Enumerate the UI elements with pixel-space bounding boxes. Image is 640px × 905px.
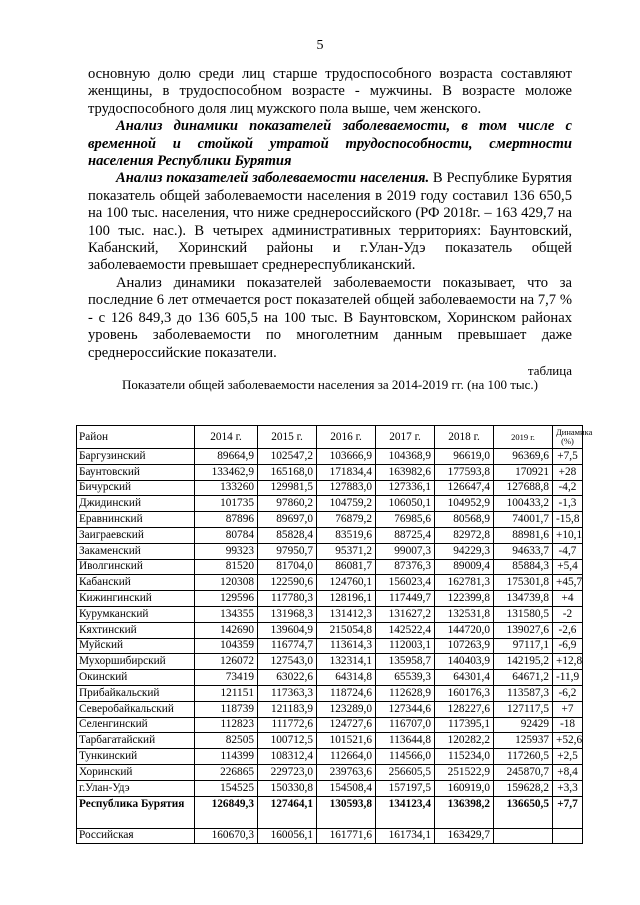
- dynamics-cell: +52,6: [553, 733, 583, 749]
- dynamics-cell: -2: [553, 606, 583, 622]
- value-cell: 113614,3: [317, 638, 376, 654]
- header-cell: Район: [77, 426, 195, 449]
- district-name-cell: Прибайкальский: [77, 685, 195, 701]
- value-cell: 114399: [195, 749, 258, 765]
- value-cell: 80784: [195, 527, 258, 543]
- value-cell: 142522,4: [376, 622, 435, 638]
- value-cell: 144720,0: [435, 622, 494, 638]
- district-name-cell: Заиграевский: [77, 527, 195, 543]
- table-label: таблица: [527, 363, 572, 378]
- value-cell: 126072: [195, 654, 258, 670]
- value-cell: 150330,8: [258, 780, 317, 796]
- value-cell: 142690: [195, 622, 258, 638]
- value-cell: 139604,9: [258, 622, 317, 638]
- header-cell: Динамика (%): [553, 426, 583, 449]
- value-cell: 127883,0: [317, 480, 376, 496]
- value-cell: 163982,6: [376, 464, 435, 480]
- value-cell: 127543,0: [258, 654, 317, 670]
- value-cell: 125937: [494, 733, 553, 749]
- table-header-row: [77, 426, 583, 449]
- value-cell: 89697,0: [258, 512, 317, 528]
- value-cell: 239763,6: [317, 764, 376, 780]
- value-cell: 229723,0: [258, 764, 317, 780]
- value-cell: 131580,5: [494, 606, 553, 622]
- value-cell: 251522,9: [435, 764, 494, 780]
- value-cell: 118724,6: [317, 685, 376, 701]
- value-cell: 157197,5: [376, 780, 435, 796]
- district-name-cell: Селенгинский: [77, 717, 195, 733]
- table-row: [77, 717, 583, 733]
- value-cell: 120282,2: [435, 733, 494, 749]
- table-row: [77, 654, 583, 670]
- paragraph-3: Анализ динамики показателей заболеваемости показывает, что за последние 6 лет отмечается рост показателей общей заболеваемости на 7,7 % - с 126 849,3 до 136 605,5 на 100 тыс. В Баунтовском, Хоринском районах уровень заболеваемости по многолетним данным превышает даже среднероссийские показатели.: [88, 274, 572, 361]
- value-cell: 64314,8: [317, 670, 376, 686]
- value-cell: 171834,4: [317, 464, 376, 480]
- district-name-cell: Кижингинский: [77, 591, 195, 607]
- value-cell: 116707,0: [376, 717, 435, 733]
- value-cell: 63022,6: [258, 670, 317, 686]
- dynamics-cell: -15,8: [553, 512, 583, 528]
- value-cell: 134123,4: [376, 796, 435, 828]
- value-cell: 226865: [195, 764, 258, 780]
- value-cell: 108312,4: [258, 749, 317, 765]
- value-cell: 103666,9: [317, 449, 376, 465]
- value-cell: 107263,9: [435, 638, 494, 654]
- table-row: [77, 733, 583, 749]
- value-cell: 126849,3: [195, 796, 258, 828]
- value-cell: 161771,6: [317, 828, 376, 844]
- dynamics-cell: +10,1: [553, 527, 583, 543]
- value-cell: 117780,3: [258, 591, 317, 607]
- value-cell: 142195,2: [494, 654, 553, 670]
- value-cell: 134355: [195, 606, 258, 622]
- value-cell: 88725,4: [376, 527, 435, 543]
- table-row: [77, 749, 583, 765]
- value-cell: 112823: [195, 717, 258, 733]
- district-name-cell: Закаменский: [77, 543, 195, 559]
- district-name-cell: Баунтовский: [77, 464, 195, 480]
- district-name-cell: Курумканский: [77, 606, 195, 622]
- value-cell: 82505: [195, 733, 258, 749]
- value-cell: 88981,6: [494, 527, 553, 543]
- district-name-cell: Еравнинский: [77, 512, 195, 528]
- value-cell: 154525: [195, 780, 258, 796]
- dynamics-cell: +45,7: [553, 575, 583, 591]
- dynamics-cell: -6,9: [553, 638, 583, 654]
- value-cell: 100712,5: [258, 733, 317, 749]
- table-row: [77, 670, 583, 686]
- table-row: [77, 685, 583, 701]
- table-row: [77, 543, 583, 559]
- paragraph-2-text: В Республике Бурятия показатель общей заболеваемости населения в 2019 году составил 136 650,5 на 100 тыс. населения, что ниже среднероссийского (РФ 2018г. – 163 429,7 на 100 тыс. нас.). В четырех административных территориях: Баунтовский, Кабанский, Хоринский районы и г.Улан-Удэ показатель общей заболеваемости превышает среднереспубликанский.: [88, 170, 572, 274]
- value-cell: 133260: [195, 480, 258, 496]
- value-cell: 156023,4: [376, 575, 435, 591]
- table-row: [77, 780, 583, 796]
- value-cell: 80568,9: [435, 512, 494, 528]
- table-row: [77, 591, 583, 607]
- value-cell: 124760,1: [317, 575, 376, 591]
- value-cell: 154508,4: [317, 780, 376, 796]
- value-cell: 83519,6: [317, 527, 376, 543]
- table-row: [77, 527, 583, 543]
- value-cell: 74001,7: [494, 512, 553, 528]
- value-cell: 177593,8: [435, 464, 494, 480]
- value-cell: 245870,7: [494, 764, 553, 780]
- value-cell: 97860,2: [258, 496, 317, 512]
- dynamics-cell: +7: [553, 701, 583, 717]
- value-cell: 131968,3: [258, 606, 317, 622]
- table-row: [77, 480, 583, 496]
- page-number: 5: [316, 38, 324, 53]
- district-name-cell: Тарбагатайский: [77, 733, 195, 749]
- morbidity-table: [76, 425, 593, 844]
- value-cell: 128196,1: [317, 591, 376, 607]
- value-cell: 160056,1: [258, 828, 317, 844]
- value-cell: 96369,6: [494, 449, 553, 465]
- value-cell: 132531,8: [435, 606, 494, 622]
- district-name-cell: Кабанский: [77, 575, 195, 591]
- value-cell: 101521,6: [317, 733, 376, 749]
- value-cell: 170921: [494, 464, 553, 480]
- value-cell: 99323: [195, 543, 258, 559]
- value-cell: 112664,0: [317, 749, 376, 765]
- value-cell: 129596: [195, 591, 258, 607]
- table-row: [77, 606, 583, 622]
- value-cell: 131412,3: [317, 606, 376, 622]
- value-cell: 118739: [195, 701, 258, 717]
- value-cell: 87376,3: [376, 559, 435, 575]
- value-cell: 64301,4: [435, 670, 494, 686]
- value-cell: 132314,1: [317, 654, 376, 670]
- value-cell: 160670,3: [195, 828, 258, 844]
- section-heading: Анализ динамики показателей заболеваемости, в том числе с временной и стойкой утратой трудоспособности, смертности населения Республики Бурятия: [88, 118, 572, 170]
- value-cell: 135958,7: [376, 654, 435, 670]
- value-cell: 104759,2: [317, 496, 376, 512]
- district-name-cell: г.Улан-Удэ: [77, 780, 195, 796]
- dynamics-cell: +7,5: [553, 449, 583, 465]
- value-cell: 82972,8: [435, 527, 494, 543]
- value-cell: 65539,3: [376, 670, 435, 686]
- district-name-cell: Мухоршибирский: [77, 654, 195, 670]
- value-cell: 113644,8: [376, 733, 435, 749]
- value-cell: 76985,6: [376, 512, 435, 528]
- dynamics-cell: +8,4: [553, 764, 583, 780]
- dynamics-cell: +12,8: [553, 654, 583, 670]
- value-cell: 130593,8: [317, 796, 376, 828]
- body-text: [88, 66, 572, 362]
- value-cell: 127336,1: [376, 480, 435, 496]
- dynamics-cell: +2,5: [553, 749, 583, 765]
- table-row: [77, 496, 583, 512]
- table-row: [77, 828, 583, 844]
- district-name-cell: Иволгинский: [77, 559, 195, 575]
- value-cell: 73419: [195, 670, 258, 686]
- subsection-heading: Анализ показателей заболеваемости населения.: [116, 170, 430, 187]
- value-cell: 100433,2: [494, 496, 553, 512]
- value-cell: 160176,3: [435, 685, 494, 701]
- district-name-cell: Окинский: [77, 670, 195, 686]
- value-cell: 94633,7: [494, 543, 553, 559]
- dynamics-cell: -2,6: [553, 622, 583, 638]
- value-cell: 104359: [195, 638, 258, 654]
- value-cell: 126647,4: [435, 480, 494, 496]
- value-cell: 76879,2: [317, 512, 376, 528]
- value-cell: 97117,1: [494, 638, 553, 654]
- value-cell: 134739,8: [494, 591, 553, 607]
- header-cell: 2019 г.: [494, 426, 553, 449]
- value-cell: 101735: [195, 496, 258, 512]
- district-name-cell: Бичурский: [77, 480, 195, 496]
- value-cell: 129981,5: [258, 480, 317, 496]
- paragraph-2: [88, 170, 572, 274]
- value-cell: 127688,8: [494, 480, 553, 496]
- value-cell: 163429,7: [435, 828, 494, 844]
- value-cell: 117449,7: [376, 591, 435, 607]
- value-cell: 112628,9: [376, 685, 435, 701]
- header-cell: 2015 г.: [258, 426, 317, 449]
- value-cell: [494, 828, 553, 844]
- value-cell: 162781,3: [435, 575, 494, 591]
- header-cell: 2016 г.: [317, 426, 376, 449]
- value-cell: 104952,9: [435, 496, 494, 512]
- value-cell: 64671,2: [494, 670, 553, 686]
- dynamics-cell: -11,9: [553, 670, 583, 686]
- value-cell: 97950,7: [258, 543, 317, 559]
- value-cell: 86081,7: [317, 559, 376, 575]
- value-cell: 133462,9: [195, 464, 258, 480]
- value-cell: 85884,3: [494, 559, 553, 575]
- value-cell: 122399,8: [435, 591, 494, 607]
- value-cell: 127344,6: [376, 701, 435, 717]
- header-cell: 2014 г.: [195, 426, 258, 449]
- value-cell: 87896: [195, 512, 258, 528]
- dynamics-cell: +4: [553, 591, 583, 607]
- value-cell: 128227,6: [435, 701, 494, 717]
- district-name-cell: Кяхтинский: [77, 622, 195, 638]
- value-cell: 89009,4: [435, 559, 494, 575]
- value-cell: 92429: [494, 717, 553, 733]
- value-cell: 121151: [195, 685, 258, 701]
- table-row: [77, 449, 583, 465]
- value-cell: 85828,4: [258, 527, 317, 543]
- value-cell: 165168,0: [258, 464, 317, 480]
- value-cell: 104368,9: [376, 449, 435, 465]
- table-row: [77, 464, 583, 480]
- dynamics-cell: +28: [553, 464, 583, 480]
- district-name-cell: Республика Бурятия: [77, 796, 195, 828]
- header-cell: 2017 г.: [376, 426, 435, 449]
- value-cell: 117260,5: [494, 749, 553, 765]
- dynamics-cell: -18: [553, 717, 583, 733]
- value-cell: 175301,8: [494, 575, 553, 591]
- value-cell: 113587,3: [494, 685, 553, 701]
- district-name-cell: Муйский: [77, 638, 195, 654]
- district-name-cell: Российская: [77, 828, 195, 844]
- dynamics-cell: [553, 828, 583, 844]
- value-cell: 81520: [195, 559, 258, 575]
- table-row: [77, 622, 583, 638]
- table-row: [77, 701, 583, 717]
- value-cell: 124727,6: [317, 717, 376, 733]
- value-cell: 122590,6: [258, 575, 317, 591]
- value-cell: 121183,9: [258, 701, 317, 717]
- value-cell: 256605,5: [376, 764, 435, 780]
- table-row: [77, 559, 583, 575]
- dynamics-cell: -1,3: [553, 496, 583, 512]
- value-cell: 117395,1: [435, 717, 494, 733]
- dynamics-cell: +5,4: [553, 559, 583, 575]
- header-cell: 2018 г.: [435, 426, 494, 449]
- district-name-cell: Тункинский: [77, 749, 195, 765]
- value-cell: 160919,0: [435, 780, 494, 796]
- value-cell: 131627,2: [376, 606, 435, 622]
- value-cell: 96619,0: [435, 449, 494, 465]
- value-cell: 136650,5: [494, 796, 553, 828]
- value-cell: 117363,3: [258, 685, 317, 701]
- value-cell: 139027,6: [494, 622, 553, 638]
- value-cell: 89664,9: [195, 449, 258, 465]
- value-cell: 140403,9: [435, 654, 494, 670]
- value-cell: 102547,2: [258, 449, 317, 465]
- dynamics-cell: +3,3: [553, 780, 583, 796]
- table-row: [77, 764, 583, 780]
- value-cell: 161734,1: [376, 828, 435, 844]
- district-name-cell: Северобайкальский: [77, 701, 195, 717]
- dynamics-cell: -6,2: [553, 685, 583, 701]
- value-cell: 114566,0: [376, 749, 435, 765]
- value-cell: 111772,6: [258, 717, 317, 733]
- dynamics-cell: -4,7: [553, 543, 583, 559]
- value-cell: 95371,2: [317, 543, 376, 559]
- value-cell: 94229,3: [435, 543, 494, 559]
- value-cell: 136398,2: [435, 796, 494, 828]
- value-cell: 99007,3: [376, 543, 435, 559]
- value-cell: 112003,1: [376, 638, 435, 654]
- table-title: Показатели общей заболеваемости населения за 2014-2019 гг. (на 100 тыс.): [122, 377, 538, 392]
- district-name-cell: Хоринский: [77, 764, 195, 780]
- value-cell: 127117,5: [494, 701, 553, 717]
- value-cell: 115234,0: [435, 749, 494, 765]
- district-name-cell: Джидинский: [77, 496, 195, 512]
- value-cell: 127464,1: [258, 796, 317, 828]
- table-row: [77, 796, 583, 828]
- table-row: [77, 512, 583, 528]
- table-row: [77, 638, 583, 654]
- value-cell: 81704,0: [258, 559, 317, 575]
- paragraph-1: основную долю среди лиц старше трудоспособного возраста составляют женщины, в трудоспособном возрасте - мужчины. В возрасте моложе трудоспособного доля лиц мужского пола выше, чем женского.: [88, 66, 572, 117]
- value-cell: 120308: [195, 575, 258, 591]
- value-cell: 116774,7: [258, 638, 317, 654]
- dynamics-cell: +7,7: [553, 796, 583, 828]
- dynamics-cell: -4,2: [553, 480, 583, 496]
- table-row: [77, 575, 583, 591]
- value-cell: 215054,8: [317, 622, 376, 638]
- value-cell: 123289,0: [317, 701, 376, 717]
- value-cell: 106050,1: [376, 496, 435, 512]
- district-name-cell: Баргузинский: [77, 449, 195, 465]
- value-cell: 159628,2: [494, 780, 553, 796]
